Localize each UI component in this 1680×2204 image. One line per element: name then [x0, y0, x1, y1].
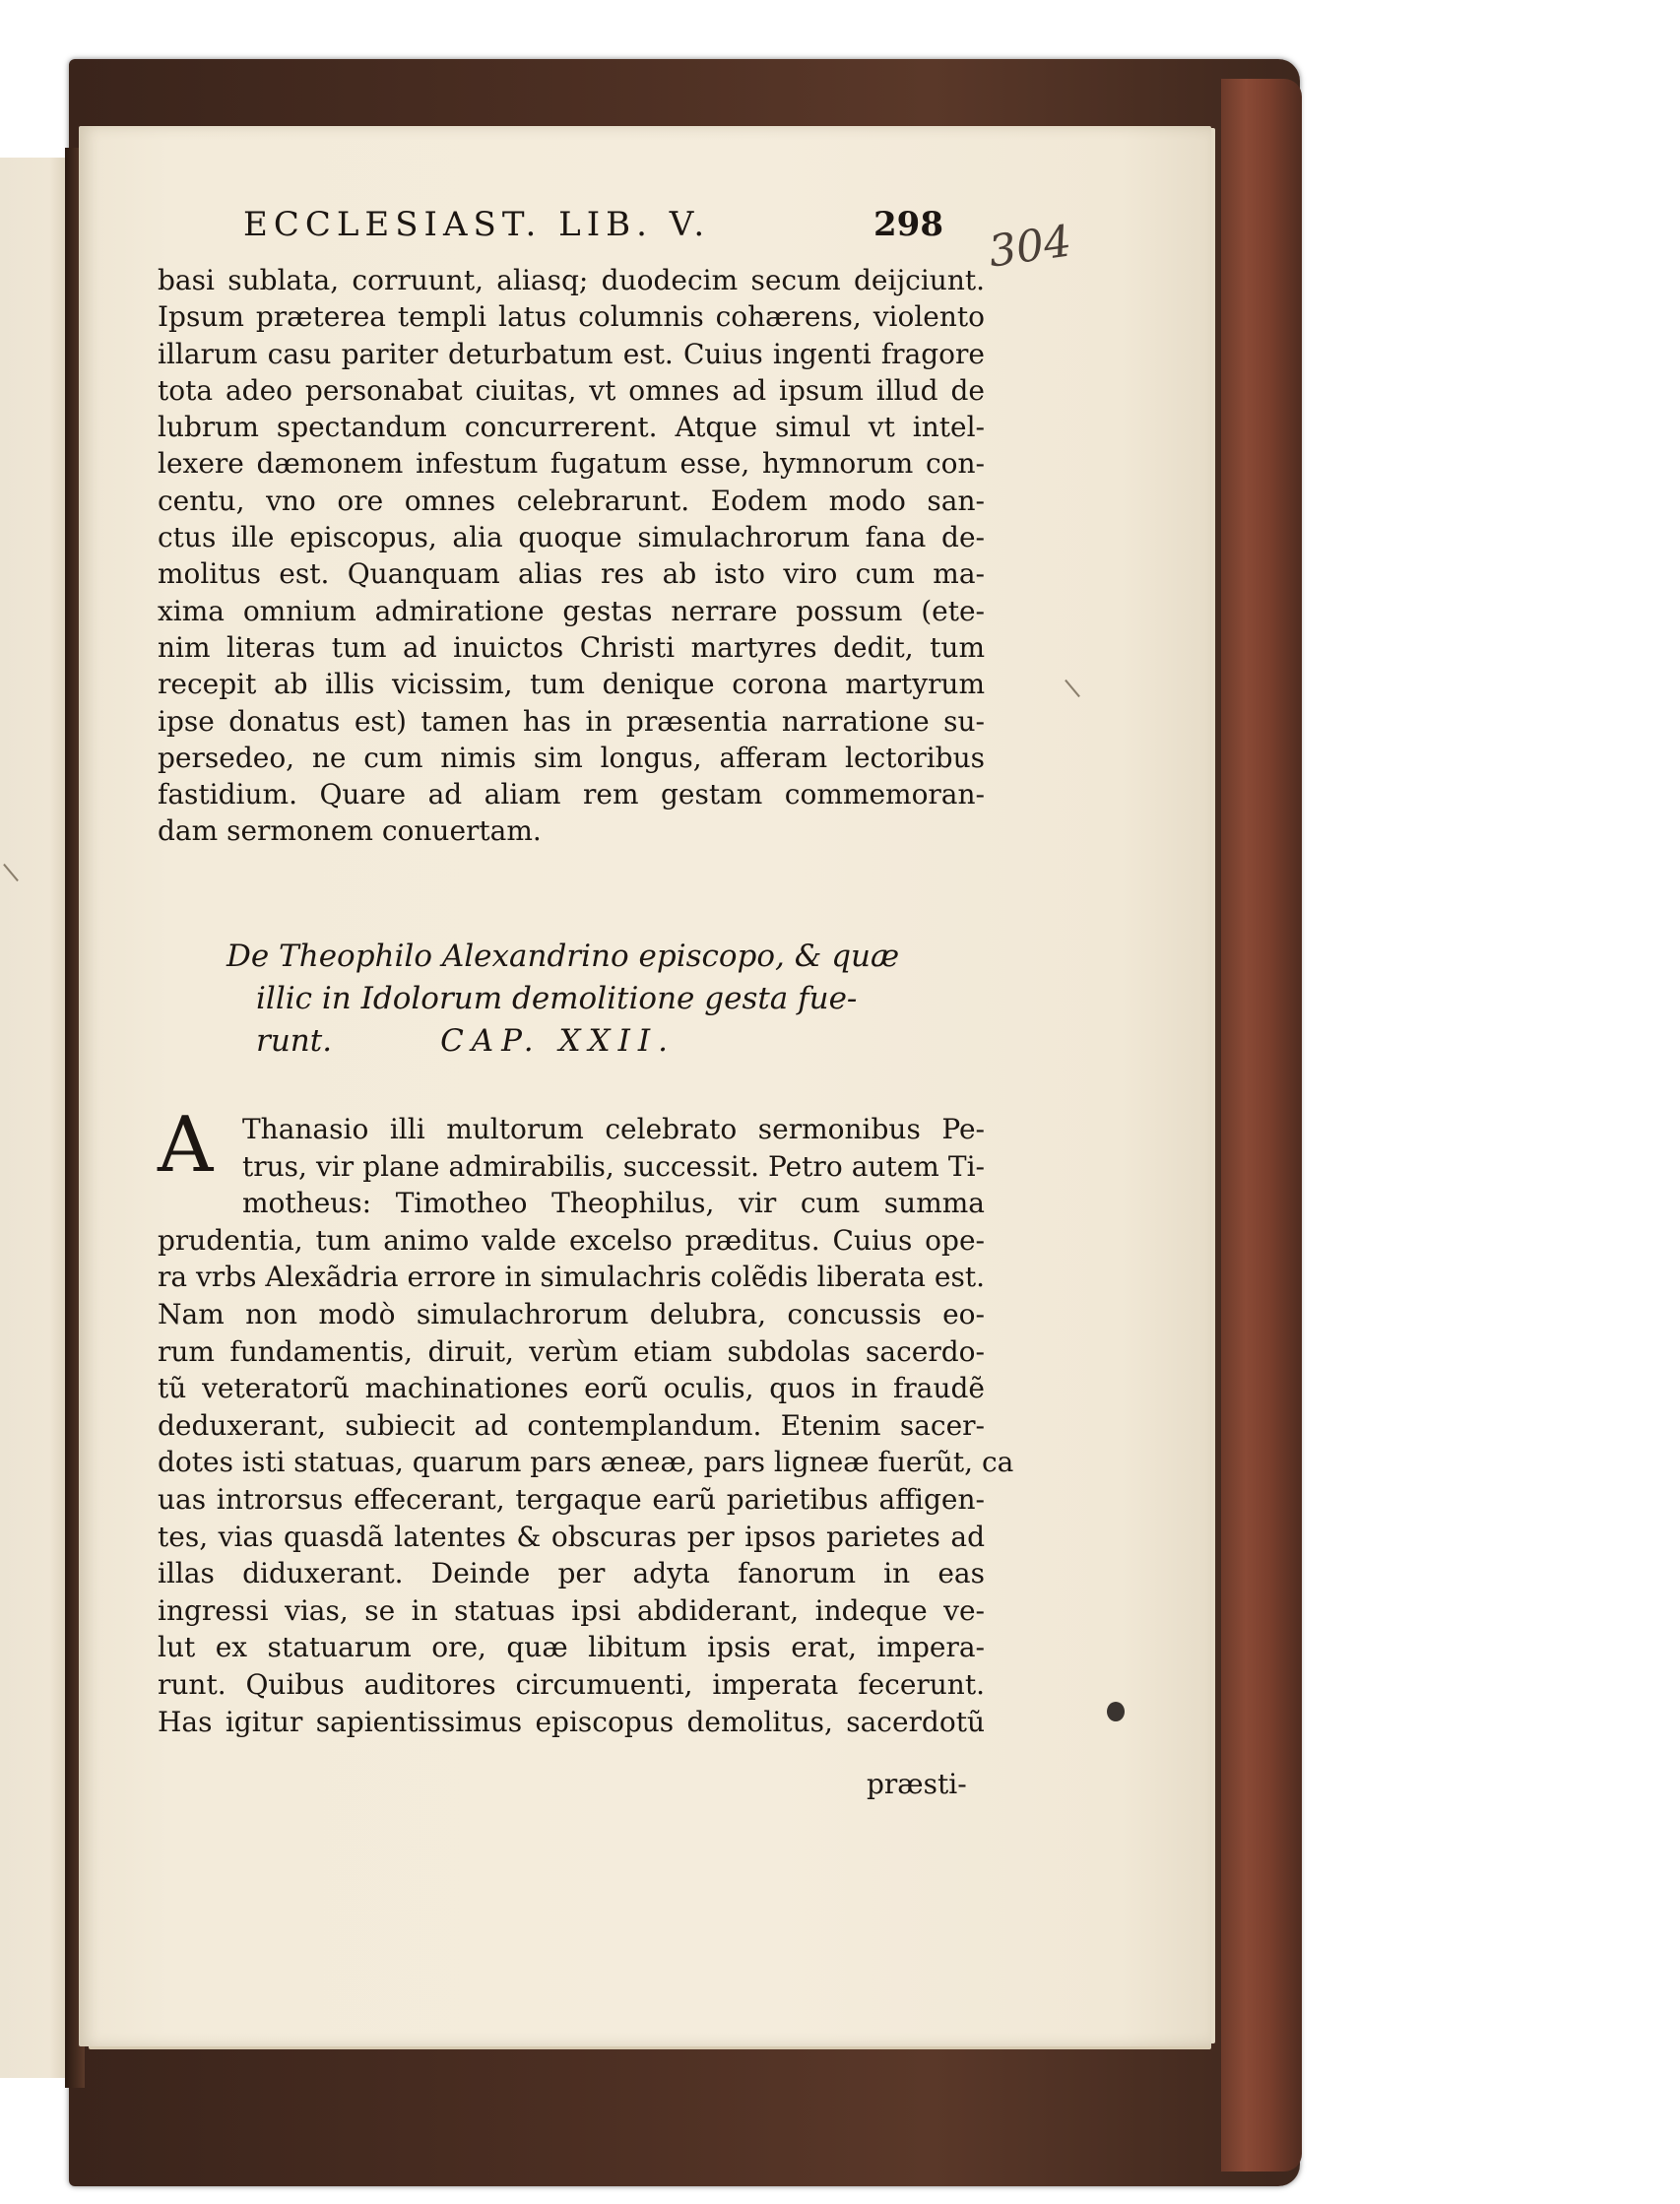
text-line: xima omnium admiratione gestas nerrare possum (ete-: [158, 594, 985, 627]
chapter-text: [158, 1111, 1014, 1740]
drop-cap: A: [158, 1101, 214, 1190]
handwritten-folio: 304: [985, 216, 1075, 278]
text-line: uas introrsus effecerant, tergaque earũ parietibus affigen-: [158, 1482, 985, 1516]
text-line: deduxerant, subiecit ad contemplandum. Etenim sacer-: [158, 1408, 985, 1442]
chapter-number: CAP. XXII.: [440, 1023, 676, 1059]
text-line: Nam non modò simulachrorum delubra, concussis eo-: [158, 1297, 985, 1330]
text-line: lut ex statuarum ore, quæ libitum ipsis erat, impera-: [158, 1631, 985, 1664]
text-line: ra vrbs Alexãdria errore in simulachris colẽdis liberata est.: [158, 1261, 985, 1294]
text-line: Ipsum præterea templi latus columnis cohærens, violento: [158, 300, 985, 334]
ink-speck: [1107, 1702, 1125, 1721]
text-line: illarum casu pariter deturbatum est. Cuius ingenti fragore: [158, 337, 985, 370]
text-line: prudentia, tum animo valde excelso præditus. Cuius ope-: [158, 1223, 985, 1257]
text-line: tes, vias quasdã latentes & obscuras per ipsos parietes ad: [158, 1520, 985, 1553]
chapter-heading: [226, 936, 916, 1063]
text-line: Has igitur sapientissimus episcopus demolitus, sacerdotũ: [158, 1705, 985, 1738]
text-line: centu, vno ore omnes celebrarunt. Eodem modo san-: [158, 484, 985, 517]
cover-edge: [1221, 79, 1302, 2172]
text-line: nim literas tum ad inuictos Christi martyres dedit, tum: [158, 630, 985, 664]
text-line: lubrum spectandum concurrerent. Atque simul vt intel-: [158, 411, 985, 444]
text-line: ctus ille episcopus, alia quoque simulachrorum fana de-: [158, 521, 985, 554]
running-title: ECCLESIAST. LIB. V.: [243, 205, 711, 244]
text-line: Thanasio illi multorum celebrato sermonibus Pe-: [242, 1113, 985, 1145]
text-line: tũ veteratorũ machinationes eorũ oculis, quos in fraudẽ: [158, 1372, 985, 1405]
heading-line-end: runt.: [256, 1023, 333, 1059]
text-line: basi sublata, corruunt, aliasq; duodecim secum deijciunt.: [158, 264, 985, 296]
heading-line: illic in Idolorum demolitione gesta fue-: [256, 981, 858, 1016]
text-line: runt. Quibus auditores circumuenti, imperata fecerunt.: [158, 1667, 985, 1701]
text-line: illas diduxerant. Deinde per adyta fanorum in eas: [158, 1557, 985, 1590]
text-line: trus, vir plane admirabilis, successit. Petro autem Ti-: [242, 1149, 985, 1183]
text-line: dam sermonem conuertam.: [158, 814, 542, 848]
text-line: recepit ab illis vicissim, tum denique corona martyrum: [158, 668, 985, 701]
text-line: dotes isti statuas, quarum pars æneæ, pars ligneæ fuerũt, ca: [158, 1446, 1014, 1479]
text-line: tota adeo personabat ciuitas, vt omnes ad ipsum illud de: [158, 373, 985, 407]
text-line: ipse donatus est) tamen has in præsentia narratione su-: [158, 704, 985, 738]
running-head: [243, 205, 992, 254]
text-line: fastidium. Quare ad aliam rem gestam commemoran-: [158, 778, 985, 811]
heading-line: [226, 1020, 916, 1063]
body-text: [158, 262, 985, 850]
page-number: 298: [873, 205, 943, 244]
text-line: ingressi vias, se in statuas ipsi abdiderant, indeque ve-: [158, 1593, 985, 1627]
text-line: motheus: Timotheo Theophilus, vir cum summa: [242, 1187, 985, 1220]
text-line: rum fundamentis, diruit, verùm etiam subdolas sacerdo-: [158, 1334, 985, 1368]
text-line: persedeo, ne cum nimis sim longus, afferam lectoribus: [158, 741, 985, 774]
text-line: molitus est. Quanquam alias res ab isto viro cum ma-: [158, 557, 985, 591]
text-line: lexere dæmonem infestum fugatum esse, hymnorum con-: [158, 447, 985, 481]
heading-line: De Theophilo Alexandrino episcopo, & quæ: [226, 939, 900, 974]
facing-page-edge: [0, 158, 73, 2078]
catchword: præsti-: [867, 1768, 967, 1800]
